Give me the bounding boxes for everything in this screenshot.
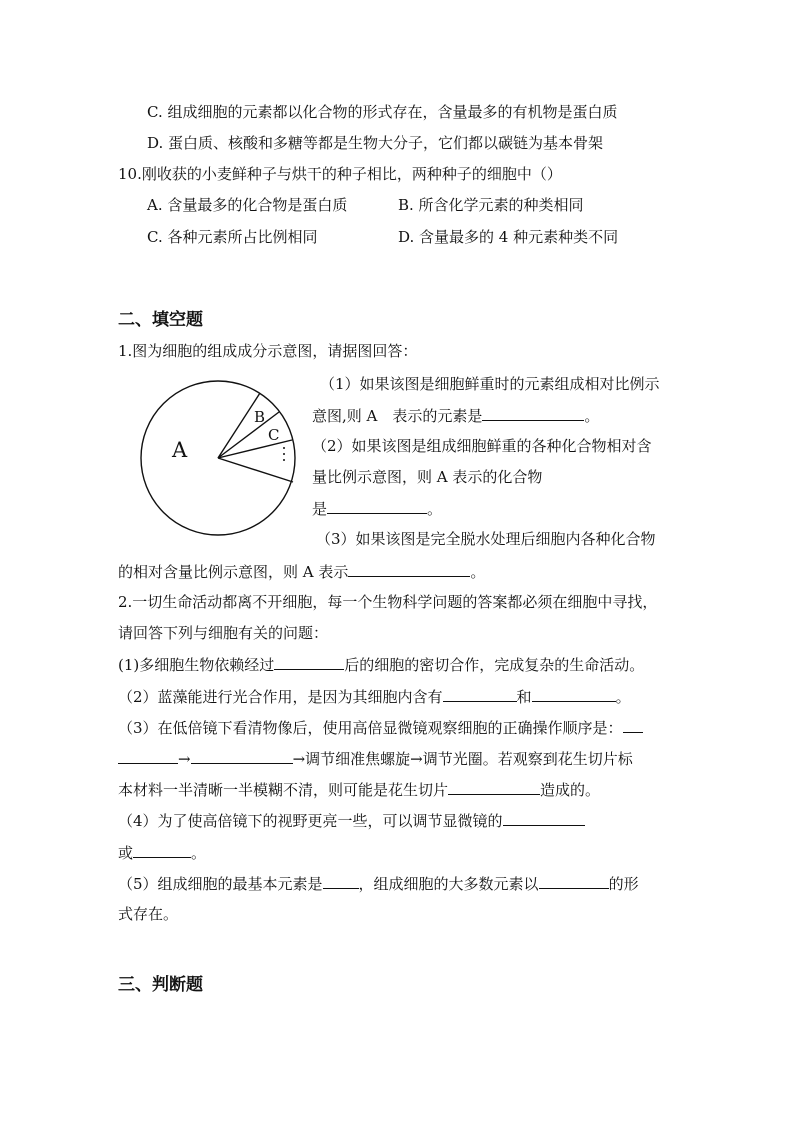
fill1-p1-line-b [312,405,599,426]
pie-label-a: A [172,438,188,462]
fill1-stem: 1.图为细胞的组成成分示意图，请据图回答： [118,342,418,360]
q9-option-d: D. 蛋白质、核酸和多糖等都是生物大分子，它们都以碳链为基本骨架 [147,134,604,152]
fill2-s2-text-b: 和 [516,688,532,706]
fill2-answer-blank-10[interactable] [539,873,609,889]
fill2-s4-text-a: （4）为了使高倍镜下的视野更亮一些，可以调节显微镜的 [118,812,503,830]
fill1-p3-end: 。 [470,563,486,581]
pie-divider-4 [218,458,293,482]
fill1-p2-end: 。 [427,500,443,518]
fill2-answer-blank-5[interactable] [191,748,293,764]
fill1-p3-line-b [118,561,485,582]
fill1-p1-text: 意图,则 A 表示的元素是 [312,407,483,425]
fill2-answer-blank-1[interactable] [274,654,344,670]
section-heading-fill-in: 二、填空题 [118,310,203,330]
fill2-s2-text-a: （2）蓝藻能进行光合作用，是因为其细胞内含有 [118,688,443,706]
fill1-p2-text: 是 [312,500,328,518]
pie-label-c: C [268,426,280,444]
q10-option-b: B. 所含化学元素的种类相同 [398,196,584,214]
fill1-p1-line-a: （1）如果该图是细胞鲜重时的元素组成相对比例示 [320,375,660,393]
fill2-answer-blank-2[interactable] [443,686,517,702]
fill2-s1 [118,654,644,675]
fill2-answer-blank-4b[interactable] [118,748,178,764]
fill2-s3-text-a: （3）在低倍镜下看清物像后，使用高倍显微镜观察细胞的正确操作顺序是： [118,719,623,737]
fill2-s5-text-b: ，组成细胞的大多数元素以 [358,875,539,893]
fill1-p3-text: 的相对含量比例示意图，则 A 表示 [118,563,349,581]
pie-dot [283,447,285,449]
fill2-s3-text-b: →调节细准焦螺旋→调节光圈。若观察到花生切片标 [292,750,633,768]
q10-option-c: C. 各种元素所占比例相同 [147,228,318,246]
q10-stem: 10.刚收获的小麦鲜种子与烘干的种子相比，两种种子的细胞中（） [118,165,562,183]
q10-option-d: D. 含量最多的 4 种元素种类不同 [398,228,619,246]
fill1-p3-line-a: （3）如果该图是完全脱水处理后细胞内各种化合物 [316,530,656,548]
fill1-p2-line-b: 量比例示意图，则 A 表示的化合物 [312,468,543,486]
fill2-s3-text-c: 本材料一半清晰一半模糊不清，则可能是花生切片 [118,781,449,799]
fill1-answer-blank-2[interactable] [327,498,427,514]
fill2-s5-text-c: 的形 [608,875,639,893]
fill2-s3-arrow: → [178,750,191,768]
fill2-s3-line-c [118,779,600,800]
fill2-s4-line-b [118,842,206,863]
fill2-s4-line-a [118,810,585,831]
fill1-p2-line-a: （2）如果该图是组成细胞鲜重的各种化合物相对含 [312,437,652,455]
q9-option-c: C. 组成细胞的元素都以化合物的形式存在，含量最多的有机物是蛋白质 [147,103,618,121]
fill2-s3-text-d: 造成的。 [540,781,601,799]
fill2-answer-blank-4a[interactable] [623,717,643,733]
fill2-answer-blank-9[interactable] [323,873,359,889]
fill2-answer-blank-6[interactable] [448,779,540,795]
fill2-s5-text-a: （5）组成细胞的最基本元素是 [118,875,323,893]
fill2-answer-blank-7[interactable] [503,810,585,826]
fill2-s1-text-a: (1)多细胞生物依赖经过 [118,656,275,674]
fill2-s3-line-b [118,748,633,769]
fill1-p2-line-c [312,498,442,519]
fill2-answer-blank-8[interactable] [133,842,191,858]
fill2-s2 [118,686,631,707]
pie-label-b: B [254,408,266,426]
fill2-s4-text-b: 或 [118,844,134,862]
pie-dot [283,453,285,455]
fill1-p1-end: 。 [584,407,600,425]
section-heading-true-false: 三、判断题 [118,975,203,995]
fill2-s3-line-a [118,717,643,738]
fill2-s2-text-c: 。 [615,688,631,706]
fill2-s4-text-c: 。 [191,844,207,862]
fill2-s5-line-b: 式存在。 [118,905,179,923]
cell-composition-pie-diagram [138,378,298,538]
fill2-stem-a: 2.一切生命活动都离不开细胞，每一个生物科学问题的答案都必须在细胞中寻找， [118,593,658,611]
fill1-answer-blank-1[interactable] [482,405,584,421]
fill1-answer-blank-3[interactable] [348,561,470,577]
q10-option-a: A. 含量最多的化合物是蛋白质 [147,196,348,214]
pie-dot [283,459,285,461]
fill2-answer-blank-3[interactable] [532,686,616,702]
fill2-stem-b: 请回答下列与细胞有关的问题： [118,624,329,642]
fill2-s1-text-b: 后的细胞的密切合作，完成复杂的生命活动。 [344,656,645,674]
fill2-s5-line-a [118,873,639,894]
